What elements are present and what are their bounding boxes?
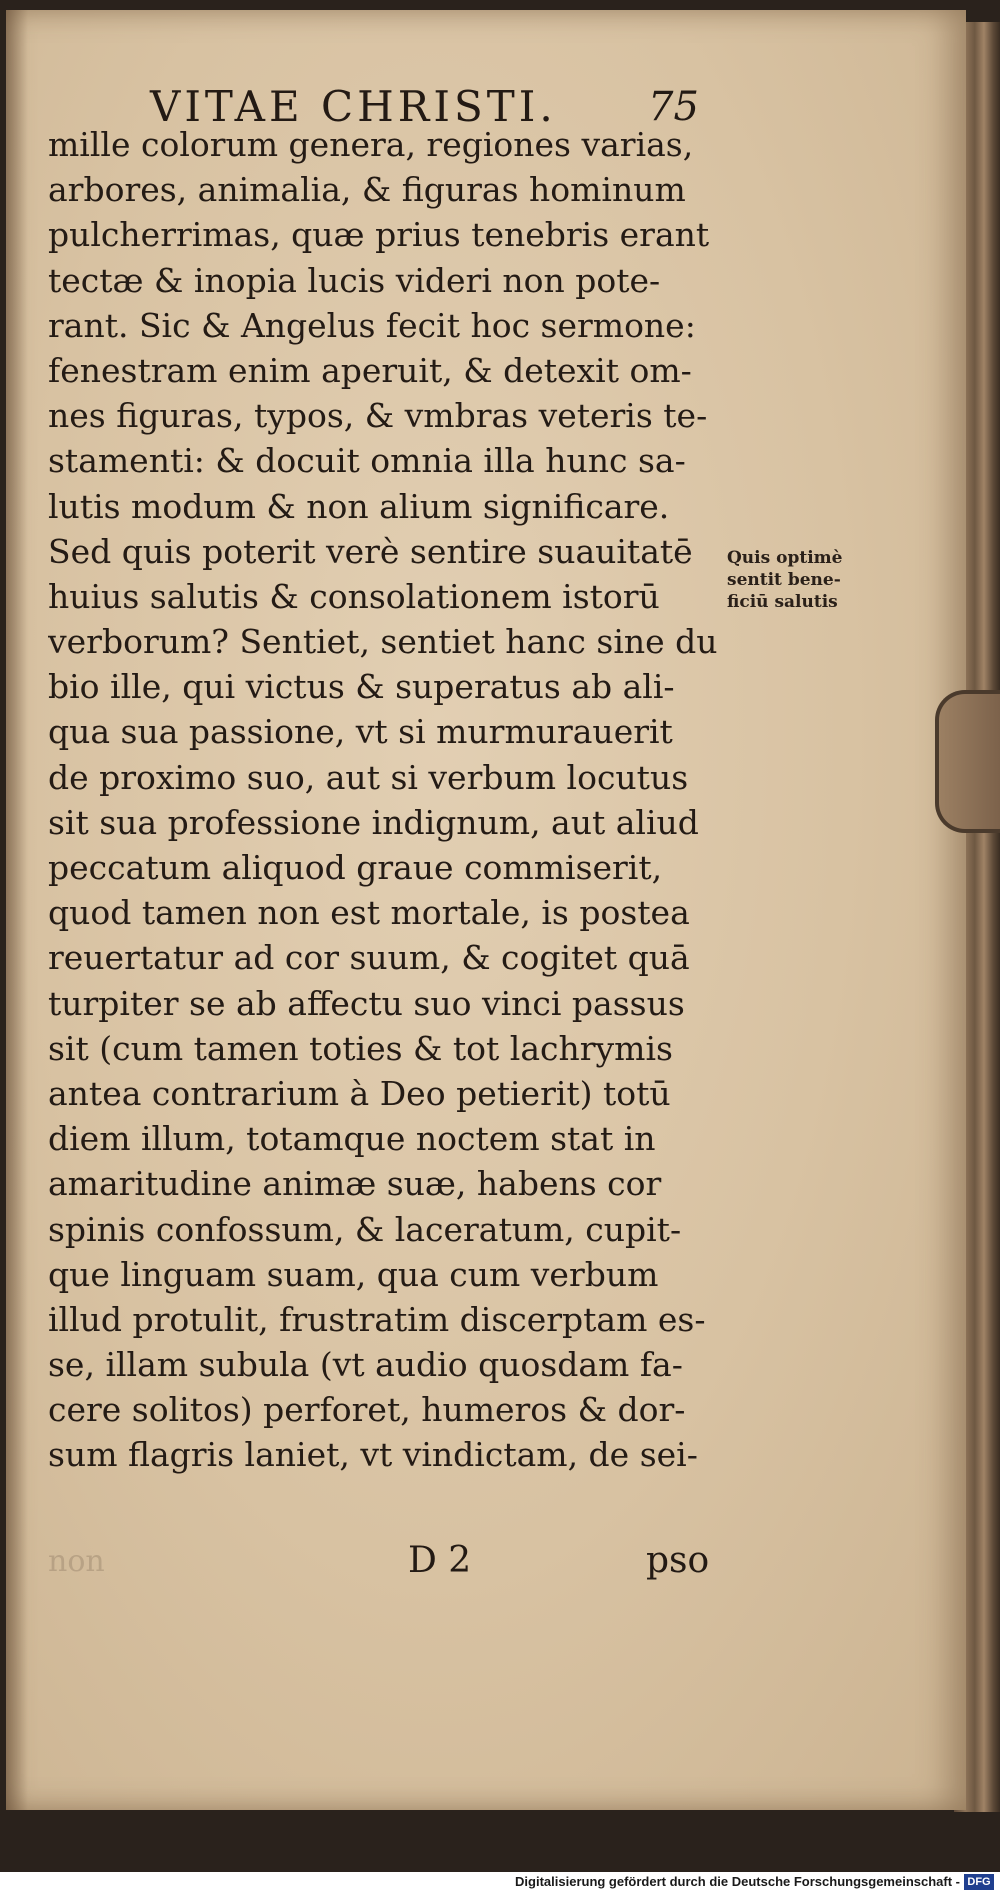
text-line: rant. Sic & Angelus fecit hoc sermone: bbox=[48, 305, 696, 345]
text-line: spinis confossum, & laceratum, cupit- bbox=[48, 1209, 682, 1249]
text-line: verborum? Sentiet, sentiet hanc sine du bbox=[48, 622, 718, 662]
dfg-logo: DFG bbox=[964, 1874, 994, 1890]
digitization-credit: Digitalisierung gefördert durch die Deutsche Forschungsgemeinschaft - bbox=[515, 1874, 960, 1889]
marginal-note bbox=[727, 547, 842, 613]
text-line: Sed quis poterit verè sentire suauitatē bbox=[48, 531, 693, 571]
catchword: pso bbox=[646, 1540, 710, 1581]
text-line: lutis modum & non alium significare. bbox=[48, 486, 670, 526]
signature-mark: D 2 bbox=[408, 1540, 472, 1581]
text-line: cere solitos) perforet, humeros & dor- bbox=[48, 1390, 686, 1430]
text-line: mille colorum genera, regiones varias, bbox=[48, 125, 694, 164]
marginal-note-line: sentit bene- bbox=[727, 570, 841, 590]
text-line: amaritudine animæ suæ, habens cor bbox=[48, 1164, 662, 1204]
text-line: huius salutis & consolationem istorū bbox=[48, 576, 660, 616]
text-line: sum flagris laniet, vt vindictam, de sei- bbox=[48, 1435, 698, 1475]
text-line: qua sua passione, vt si murmurauerit bbox=[48, 712, 673, 752]
text-line: peccatum aliquod graue commiserit, bbox=[48, 848, 663, 887]
text-line: bio ille, qui victus & superatus ab ali- bbox=[48, 667, 675, 707]
text-line: arbores, animalia, & figuras hominum bbox=[48, 170, 686, 210]
running-header: VITAE CHRISTI. bbox=[150, 82, 557, 131]
text-line: diem illum, totamque noctem stat in bbox=[48, 1119, 656, 1159]
book-clasp bbox=[935, 690, 1000, 833]
body-text bbox=[48, 122, 738, 1478]
text-line: quod tamen non est mortale, is postea bbox=[48, 893, 690, 933]
text-line: tectæ & inopia lucis videri non pote- bbox=[48, 260, 661, 300]
text-line: reuertatur ad cor suum, & cogitet quā bbox=[48, 938, 690, 978]
text-line: sit (cum tamen toties & tot lachrymis bbox=[48, 1028, 673, 1068]
gutter-shadow bbox=[6, 10, 28, 1810]
text-line: que linguam suam, qua cum verbum bbox=[48, 1254, 659, 1294]
text-line: illud protulit, frustratim discerptam es- bbox=[48, 1299, 706, 1339]
text-line: se, illam subula (vt audio quosdam fa- bbox=[48, 1345, 683, 1385]
text-line: pulcherrimas, quæ prius tenebris erant bbox=[48, 215, 710, 255]
text-line: stamenti: & docuit omnia illa hunc sa- bbox=[48, 441, 686, 481]
text-line: turpiter se ab affectu suo vinci passus bbox=[48, 983, 685, 1023]
text-line: sit sua professione indignum, aut aliud bbox=[48, 802, 699, 842]
page-number: 75 bbox=[648, 84, 699, 130]
text-line: fenestram enim aperuit, & detexit om- bbox=[48, 350, 692, 390]
text-line: de proximo suo, aut si verbum locutus bbox=[48, 757, 689, 797]
text-line: nes figuras, typos, & vmbras veteris te- bbox=[48, 396, 708, 436]
text-line: antea contrarium à Deo petierit) totū bbox=[48, 1073, 671, 1113]
marginal-note-line: Quis optimè bbox=[727, 548, 843, 568]
bleed-through-text: non bbox=[48, 1544, 105, 1579]
marginal-note-line: ficiū salutis bbox=[727, 592, 838, 612]
